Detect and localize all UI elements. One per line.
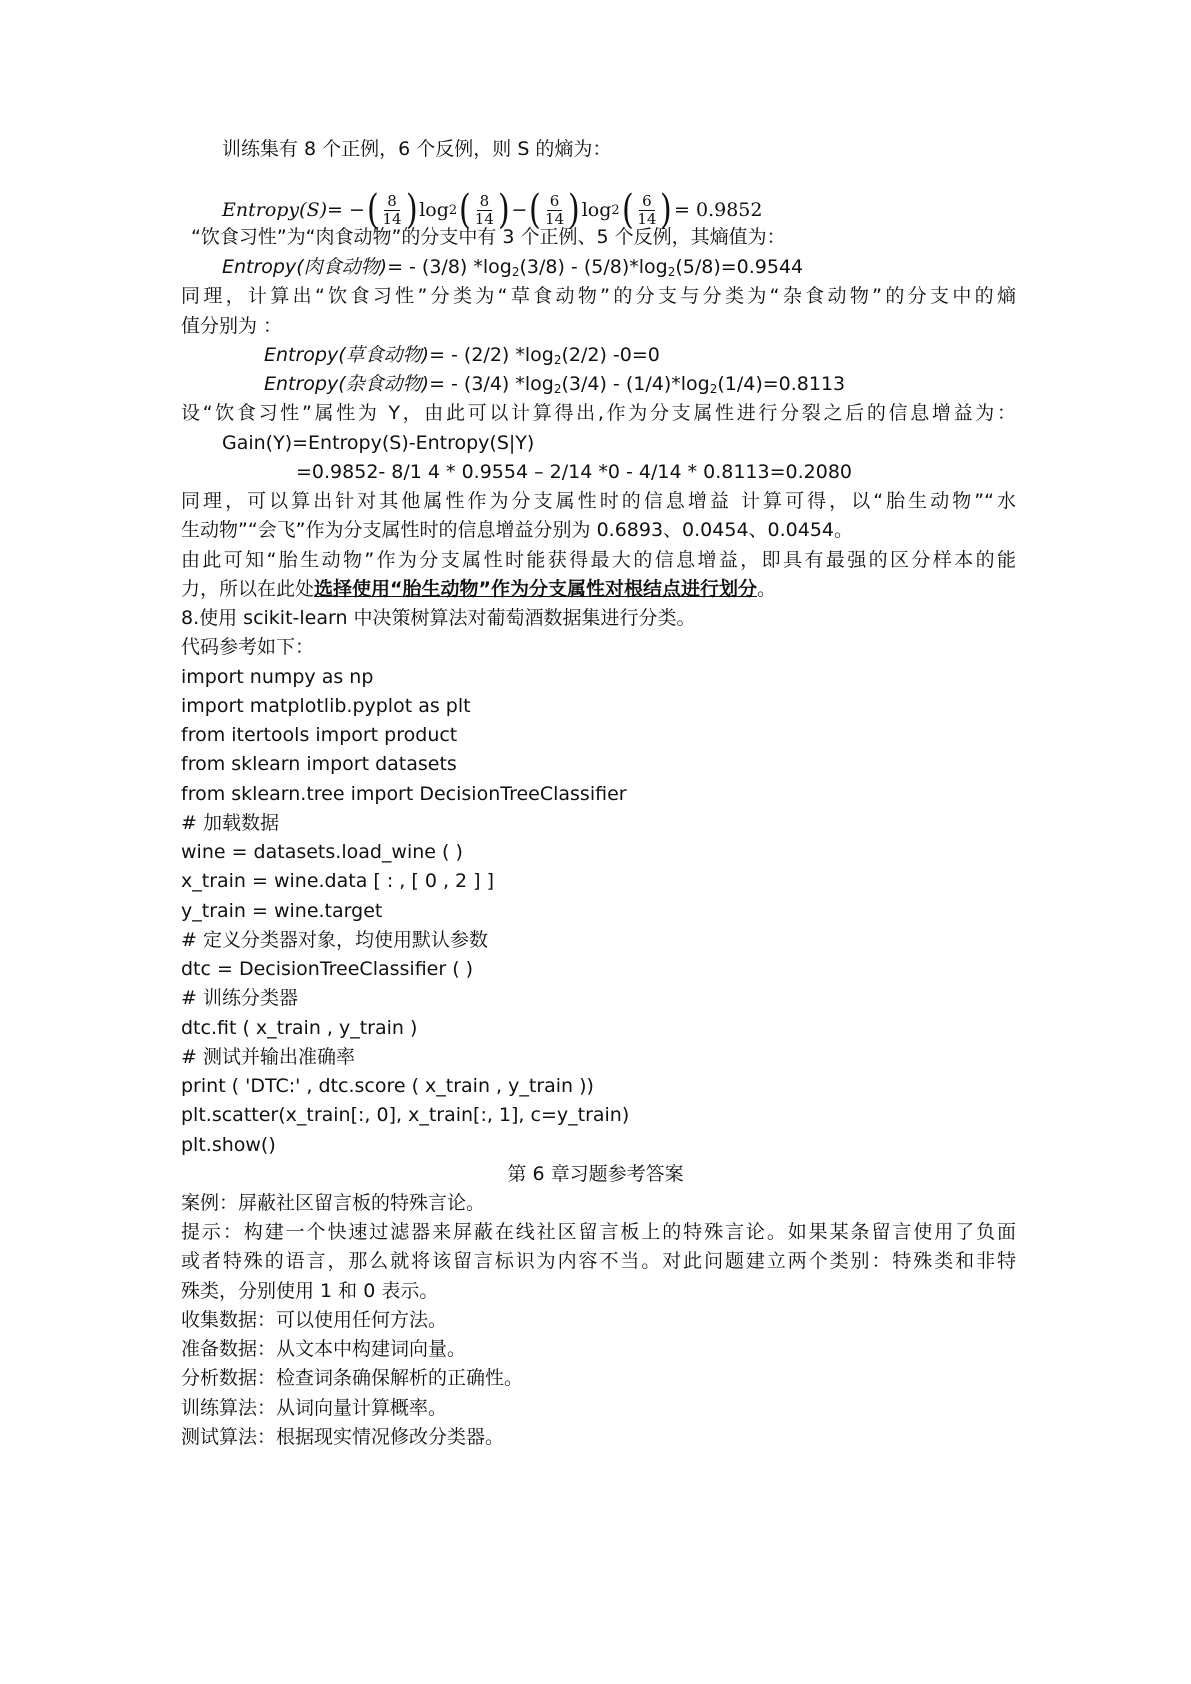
code-line: import numpy as np bbox=[181, 666, 374, 688]
fraction-8-14: $\frac{8}{14}$ bbox=[382, 191, 402, 228]
paragraph-similarly-1: 同理，计算出“饮食习性”分类为“草食动物”的分支与分类为“杂食动物”的分支中的熵 bbox=[181, 285, 1016, 307]
entropy-meat: Entropy(肉食动物)= - (3/8) $*\log_2(3/8) - (5/8)*\log_2(5/8)=0.9544$ bbox=[222, 256, 804, 279]
entropy-formula: Entropy(S) = − ( $\frac{8}{14}$ ) log 2 ( $\frac{8}{14}$ ) − ( $\frac{6}{14}$ ) log 2 ( $\frac{6}{14}$ ) = 0.9852 bbox=[222, 187, 763, 233]
code-line: print ( 'DTC:' , dtc.score ( x_train , y_train )) bbox=[181, 1075, 594, 1097]
code-line: x_train = wine.data [ : , [ 0 , 2 ] ] bbox=[181, 870, 495, 892]
formula-eq: = − bbox=[327, 199, 365, 221]
fraction-6-14: $\frac{6}{14}$ bbox=[545, 191, 565, 228]
paragraph-attribute-y: 设“饮食习性”属性为 Y，由此可以计算得出,作为分支属性进行分裂之后的信息增益为： bbox=[181, 402, 1016, 424]
code-line: wine = datasets.load_wine ( ) bbox=[181, 841, 463, 863]
hint-line-2: 或者特殊的语言，那么就将该留言标识为内容不当。对此问题建立两个类别：特殊类和非特 bbox=[181, 1250, 1016, 1272]
step-collect: 收集数据：可以使用任何方法。 bbox=[181, 1309, 448, 1331]
code-line: dtc = DecisionTreeClassifier ( ) bbox=[181, 958, 474, 980]
code-comment: # 测试并输出准确率 bbox=[181, 1046, 355, 1068]
formula-lhs: Entropy(S) bbox=[222, 199, 328, 221]
paragraph-conclusion-2: 力，所以在此处选择使用“胎生动物”作为分支属性对根结点进行划分。 bbox=[181, 578, 777, 600]
step-train: 训练算法：从词向量计算概率。 bbox=[181, 1397, 448, 1419]
paragraph-other-attrs-2: 生动物”“会飞”作为分支属性时的信息增益分别为 0.6893、0.0454、0.0454。 bbox=[181, 519, 854, 541]
code-line: plt.show() bbox=[181, 1134, 276, 1156]
step-test: 测试算法：根据现实情况修改分类器。 bbox=[181, 1426, 505, 1448]
code-line: dtc.fit ( x_train , y_train ) bbox=[181, 1017, 418, 1039]
code-line: from sklearn.tree import DecisionTreeClassifier bbox=[181, 783, 627, 805]
highlight-conclusion: 选择使用“胎生动物”作为分支属性对根结点进行划分 bbox=[314, 578, 757, 600]
formula-result: = 0.9852 bbox=[674, 199, 763, 221]
code-line: y_train = wine.target bbox=[181, 900, 383, 922]
code-intro: 代码参考如下： bbox=[181, 636, 315, 658]
gain-calculation: =0.9852- 8/1 4 * 0.9554 – 2/14 *0 - 4/14 * 0.8113=0.2080 bbox=[296, 461, 853, 483]
code-line: plt.scatter(x_train[:, 0], x_train[:, 1], c=y_train) bbox=[181, 1104, 630, 1126]
gain-formula: Gain(Y)=Entropy(S)-Entropy(S|Y) bbox=[222, 432, 535, 454]
question-8: 8.使用 scikit-learn 中决策树算法对葡萄酒数据集进行分类。 bbox=[181, 607, 696, 629]
chapter-6-title: 第 6 章习题参考答案 bbox=[507, 1163, 684, 1185]
step-analyze: 分析数据：检查词条确保解析的正确性。 bbox=[181, 1367, 524, 1389]
code-comment: # 训练分类器 bbox=[181, 987, 298, 1009]
paragraph-training-set: 训练集有 8 个正例，6 个反例，则 S 的熵为： bbox=[222, 138, 612, 160]
code-line: from itertools import product bbox=[181, 724, 458, 746]
paragraph-other-attrs-1: 同理，可以算出针对其他属性作为分支属性时的信息增益 计算可得，以“胎生动物”“水 bbox=[181, 490, 1016, 512]
code-line: from sklearn import datasets bbox=[181, 753, 457, 775]
step-prepare: 准备数据：从文本中构建词向量。 bbox=[181, 1338, 467, 1360]
entropy-mixed: Entropy(杂食动物)= - (3/4) $*\log_2(3/4) - (1/4)*\log_2(1/4)=0.8113$ bbox=[264, 373, 846, 396]
code-comment: # 定义分类器对象，均使用默认参数 bbox=[181, 929, 488, 951]
paragraph-conclusion-1: 由此可知“胎生动物”作为分支属性时能获得最大的信息增益，即具有最强的区分样本的能 bbox=[181, 549, 1016, 571]
paragraph-meat-branch: “饮食习性”为“肉食动物”的分支中有 3 个正例、5 个反例，其熵值为： bbox=[191, 226, 786, 248]
hint-line-1: 提示：构建一个快速过滤器来屏蔽在线社区留言板上的特殊言论。如果某条留言使用了负面 bbox=[181, 1221, 1016, 1243]
hint-line-3: 殊类，分别使用 1 和 0 表示。 bbox=[181, 1280, 439, 1302]
entropy-grass: Entropy(草食动物)= - (2/2) $*\log_2(2/2)$ -0=0 bbox=[264, 344, 660, 367]
code-comment: # 加载数据 bbox=[181, 812, 279, 834]
case-line: 案例：屏蔽社区留言板的特殊言论。 bbox=[181, 1192, 486, 1214]
code-line: import matplotlib.pyplot as plt bbox=[181, 695, 471, 717]
paragraph-similarly-2: 值分别为 ： bbox=[181, 315, 283, 337]
